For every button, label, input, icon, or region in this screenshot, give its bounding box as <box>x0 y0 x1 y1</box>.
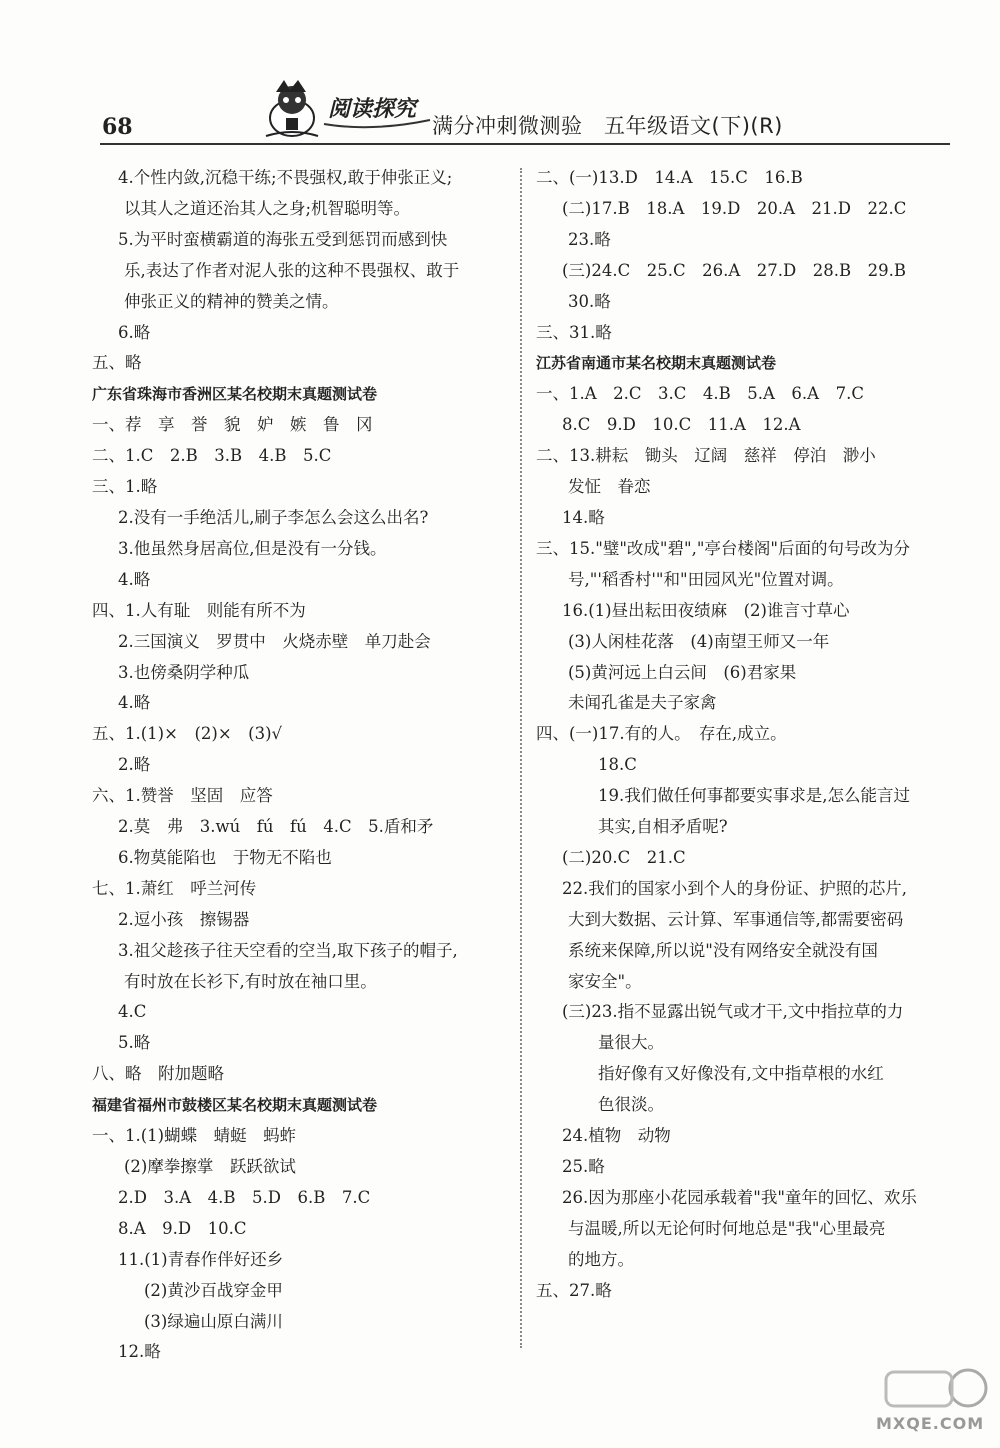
answer-line: 12.略 <box>118 1342 161 1362</box>
answer-line: 乐,表达了作者对泥人张的这种不畏强权、敢于 <box>124 260 460 280</box>
answer-line: 三、31.略 <box>536 322 612 342</box>
answer-line: 4.略 <box>118 569 151 589</box>
answer-line: (二)17.B 18.A 19.D 20.A 21.D 22.C <box>562 198 907 218</box>
answer-line: 6.物莫能陷也 于物无不陷也 <box>118 847 332 867</box>
answer-line: (3)人闲桂花落 (4)南望王师又一年 <box>568 631 830 651</box>
answer-line: 16.(1)昼出耘田夜绩麻 (2)谁言寸草心 <box>562 600 850 620</box>
answer-line: 2.三国演义 罗贯中 火烧赤壁 单刀赴会 <box>118 631 431 651</box>
answer-line: 其实,自相矛盾呢? <box>598 817 728 837</box>
answer-line: 3.也傍桑阴学种瓜 <box>118 662 250 682</box>
section-title: 福建省福州市鼓楼区某名校期末真题测试卷 <box>92 1096 378 1115</box>
watermark-text: MXQE.COM <box>876 1414 985 1433</box>
answer-line: 与温暖,所以无论何时何地总是"我"心里最亮 <box>568 1218 886 1238</box>
answer-line: (2)摩拳擦掌 跃跃欲试 <box>124 1157 296 1176</box>
section-title: 江苏省南通市某名校期末真题测试卷 <box>536 354 777 373</box>
answer-line: 一、1.A 2.C 3.C 4.B 5.A 6.A 7.C <box>536 384 864 404</box>
answer-line: 系统来保障,所以说"没有网络安全就没有国 <box>568 940 878 960</box>
answer-line: (3)绿遍山原白满川 <box>144 1311 283 1331</box>
answer-line: 号,"'稻香村'"和"田园风光"位置对调。 <box>568 569 844 589</box>
answer-line: 家安全"。 <box>568 971 642 991</box>
answer-line: 18.C <box>598 755 637 775</box>
answer-line: 3.他虽然身居高位,但是没有一分钱。 <box>118 538 387 558</box>
answer-line: 五、略 <box>92 353 142 373</box>
answer-line: 4.略 <box>118 693 151 713</box>
answer-line: 有时放在长衫下,有时放在袖口里。 <box>124 971 377 991</box>
answer-line: 指好像有又好像没有,文中指草根的水红 <box>598 1064 884 1084</box>
answer-line: 2.逗小孩 擦锡器 <box>118 909 250 929</box>
answer-line: 2.略 <box>118 755 151 775</box>
answer-line: 一、1.(1)蝴蝶 蜻蜓 蚂蚱 <box>92 1126 297 1146</box>
answer-line: 六、1.赞誉 坚固 应答 <box>92 786 273 806</box>
answer-line: 5.为平时蛮横霸道的海张五受到惩罚而感到快 <box>118 229 448 249</box>
answer-line: 五、1.(1)× (2)× (3)√ <box>92 724 283 744</box>
answer-line: 三、1.略 <box>92 477 158 497</box>
answer-line: 14.略 <box>562 507 605 527</box>
answer-line: 11.(1)青春作伴好还乡 <box>118 1249 284 1269</box>
answer-line: (三)23.指不显露出锐气或才干,文中指拉草的力 <box>562 1002 904 1022</box>
answer-line: 二、13.耕耘 锄头 辽阔 慈祥 停泊 渺小 <box>536 446 876 466</box>
answer-line: 四、(一)17.有的人。 存在,成立。 <box>536 724 787 744</box>
answer-line: 22.我们的国家小到个人的身份证、护照的芯片, <box>562 878 907 898</box>
answer-line: 八、略 附加题略 <box>92 1064 224 1084</box>
answer-line: 8.C 9.D 10.C 11.A 12.A <box>562 415 801 435</box>
answer-line: 3.祖父趁孩子往天空看的空当,取下孩子的帽子, <box>118 940 458 960</box>
header-rule <box>100 143 950 145</box>
answer-line: 8.A 9.D 10.C <box>118 1218 247 1238</box>
brand-logo <box>322 90 432 130</box>
page-number: 68 <box>102 114 133 140</box>
answer-line: 二、1.C 2.B 3.B 4.B 5.C <box>92 446 332 466</box>
answer-line: 一、荐 享 誉 貌 妒 嫉 鲁 冈 <box>92 415 373 435</box>
answer-line: 24.植物 动物 <box>562 1126 671 1146</box>
answer-line: 4.C <box>118 1002 147 1022</box>
answer-line: (2)黄沙百战穿金甲 <box>144 1280 283 1300</box>
answer-line: 色很淡。 <box>598 1095 664 1115</box>
answer-line: 2.莫 弗 3.wú fú fú 4.C 5.盾和矛 <box>118 817 434 837</box>
answer-line: 30.略 <box>568 291 611 311</box>
answer-line: 26.因为那座小花园承载着"我"童年的回忆、欢乐 <box>562 1187 917 1207</box>
answer-line: 伸张正义的精神的赞美之情。 <box>124 291 339 311</box>
answer-line: 五、27.略 <box>536 1280 612 1300</box>
book-title: 满分冲刺微测验 五年级语文(下)(R) <box>432 114 783 138</box>
answer-line: 四、1.人有耻 则能有所不为 <box>92 600 306 620</box>
answer-line: 大到大数据、云计算、军事通信等,都需要密码 <box>568 909 904 929</box>
answer-line: 25.略 <box>562 1157 605 1176</box>
answer-line: 以其人之道还治其人之身;机智聪明等。 <box>124 198 411 218</box>
answer-line: (三)24.C 25.C 26.A 27.D 28.B 29.B <box>562 260 906 280</box>
answer-line: 2.D 3.A 4.B 5.D 6.B 7.C <box>118 1187 371 1207</box>
answer-line: 的地方。 <box>568 1249 634 1269</box>
answer-line: 19.我们做任何事都要实事求是,怎么能言过 <box>598 786 910 806</box>
answer-line: 二、(一)13.D 14.A 15.C 16.B <box>536 168 803 187</box>
answer-line: (5)黄河远上白云间 (6)君家果 <box>568 662 797 682</box>
answer-line: 发怔 眷恋 <box>568 477 651 497</box>
answer-line: (二)20.C 21.C <box>562 847 686 867</box>
answer-line: 七、1.萧红 呼兰河传 <box>92 878 257 898</box>
answer-line: 2.没有一手绝活儿,刷子李怎么会这么出名? <box>118 507 429 527</box>
answer-line: 6.略 <box>118 322 151 342</box>
column-divider <box>520 168 522 1348</box>
answer-line: 三、15."璧"改成"碧","亭台楼阁"后面的句号改为分 <box>536 538 911 558</box>
left-column <box>92 163 510 1368</box>
answer-line: 23.略 <box>568 229 611 249</box>
brand-text: 阅读探究 <box>328 96 417 122</box>
mascot-icon <box>262 78 322 140</box>
page-header <box>0 0 1000 150</box>
answer-line: 量很大。 <box>598 1033 664 1053</box>
right-column <box>536 163 956 1307</box>
answer-line: 5.略 <box>118 1033 151 1053</box>
answer-line: 4.个性内敛,沉稳干练;不畏强权,敢于伸张正义; <box>118 168 453 187</box>
section-title: 广东省珠海市香洲区某名校期末真题测试卷 <box>92 385 378 404</box>
answer-line: 未闻孔雀是夫子家禽 <box>568 693 717 713</box>
